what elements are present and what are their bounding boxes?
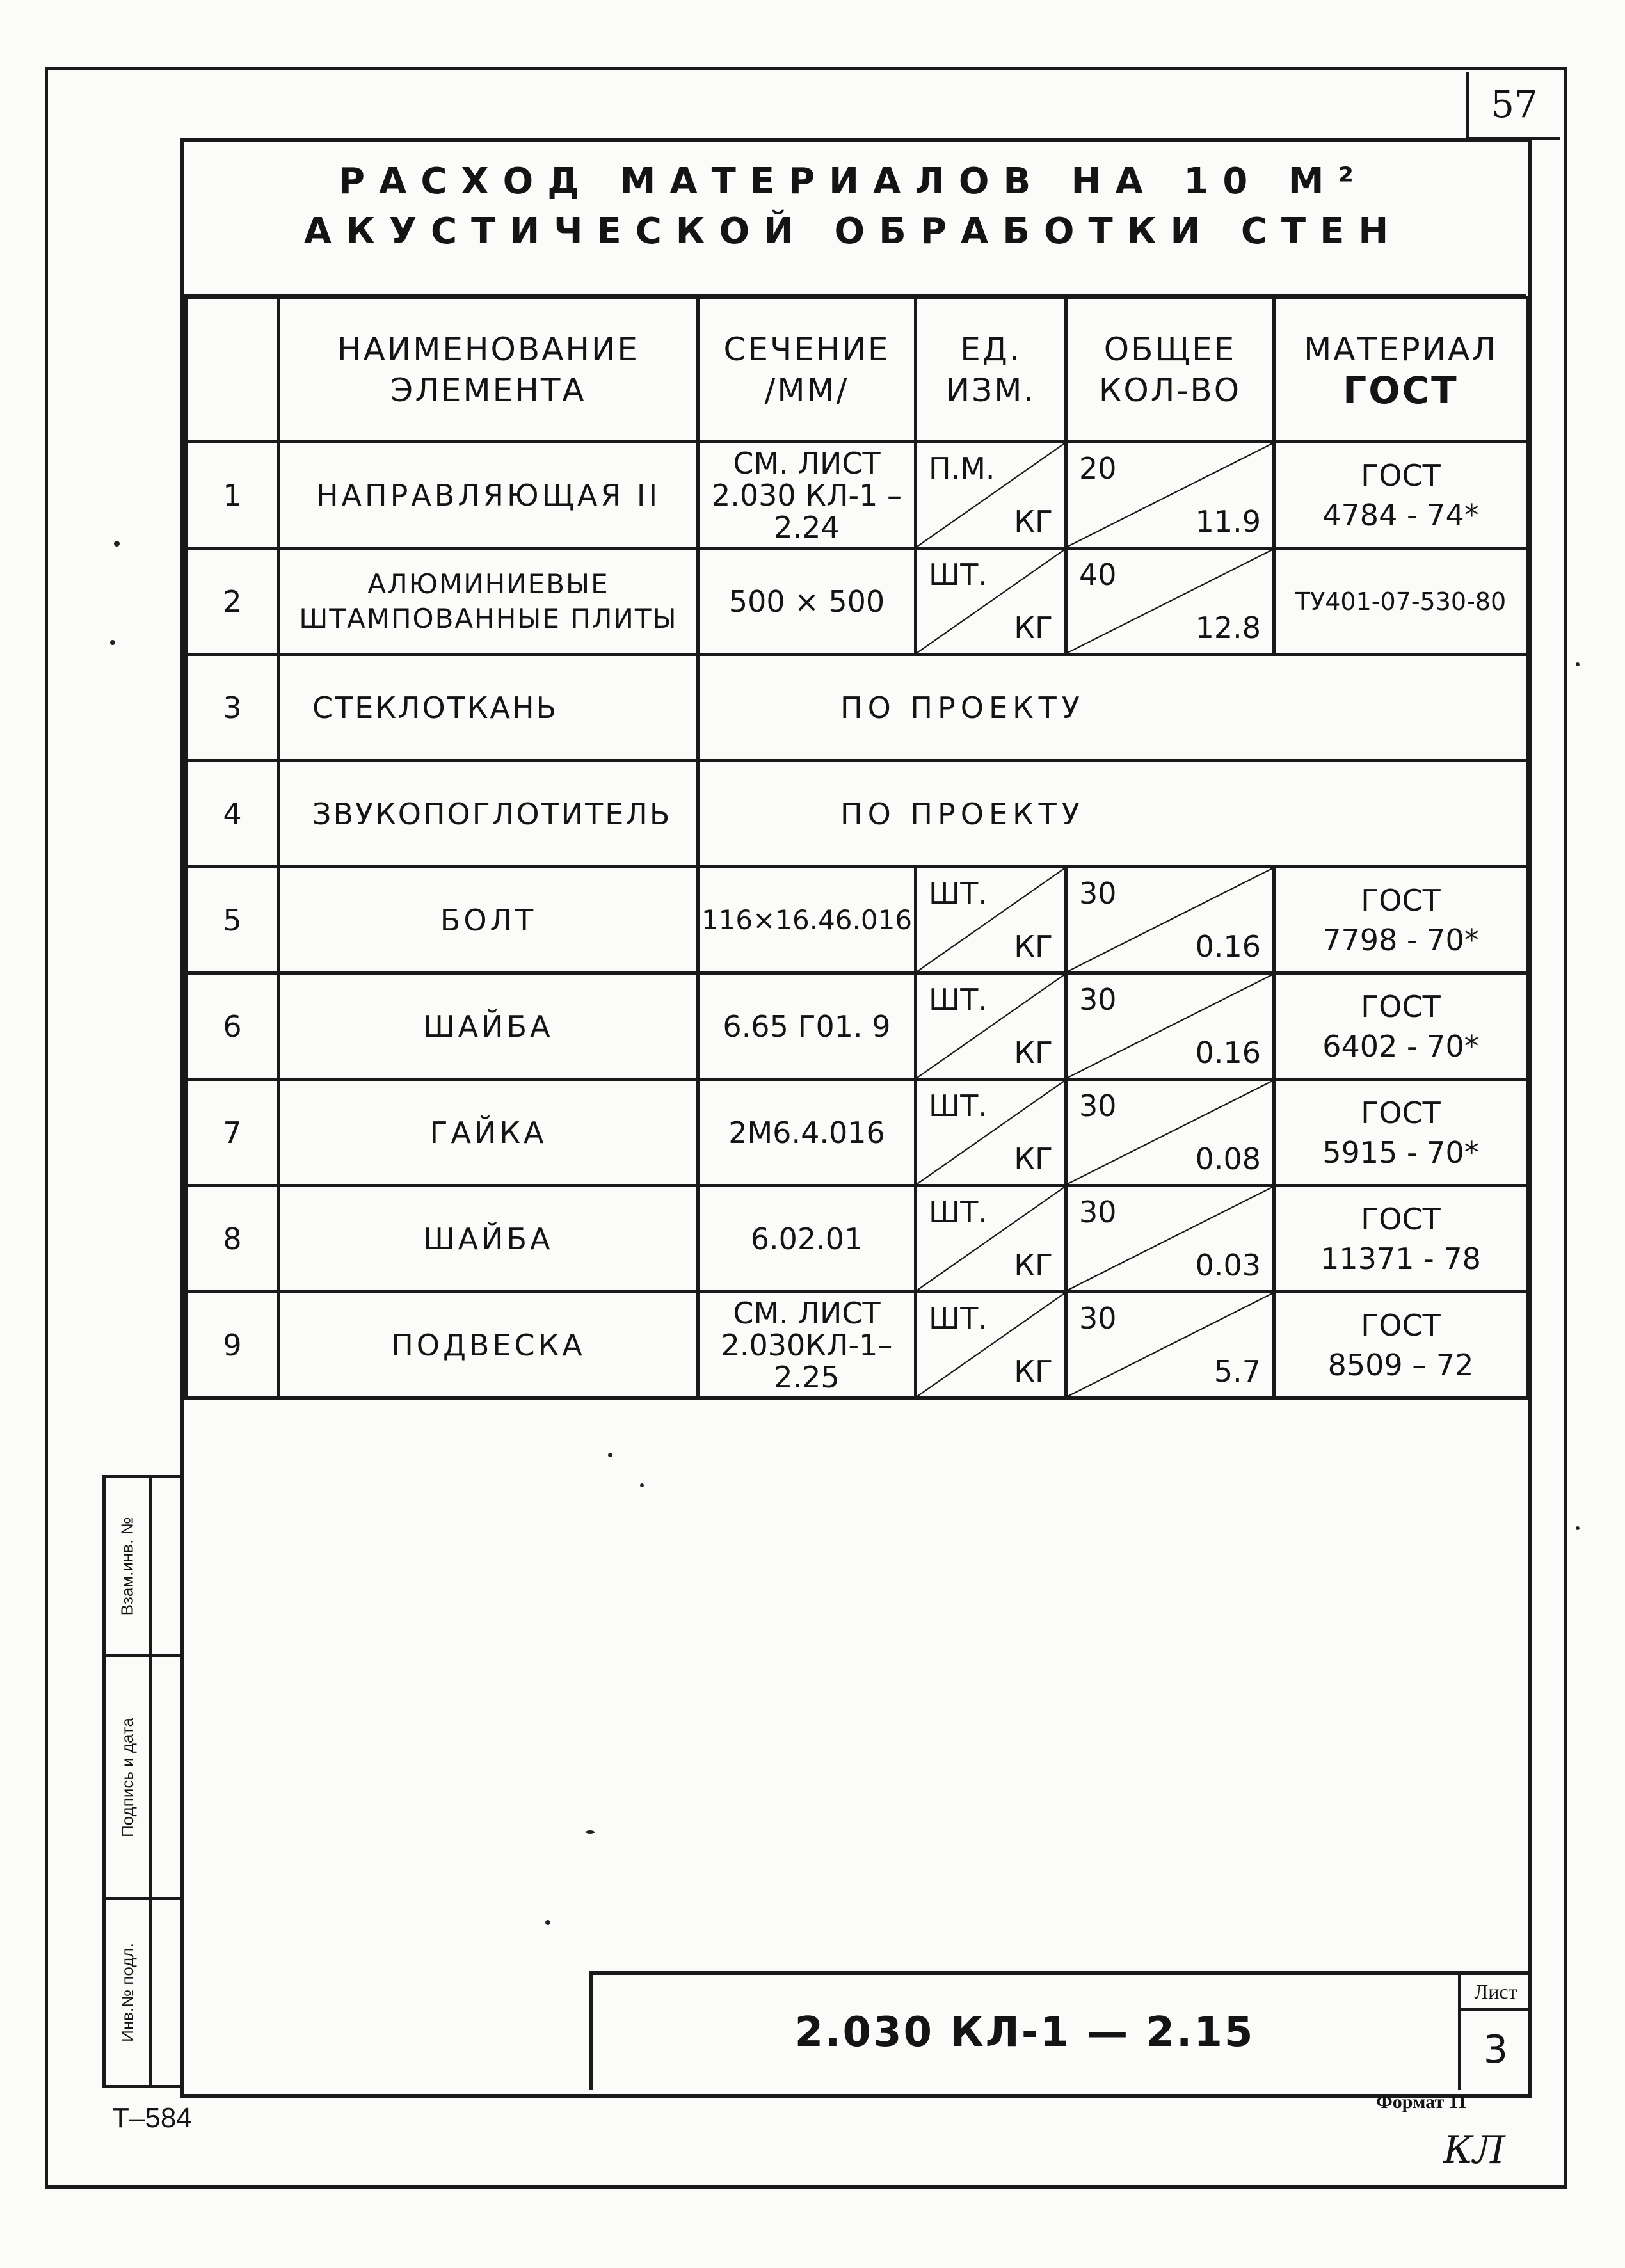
table-row — [186, 1186, 1528, 1292]
element-name: АЛЮМИНИЕВЫЕ ШТАМПОВАННЫЕ ПЛИТЫ — [279, 548, 698, 655]
scan-speck — [110, 640, 115, 645]
unit-cell: ШТ. КГ — [916, 973, 1066, 1080]
gost-cell: ГОСТ 6402 - 70* — [1274, 973, 1528, 1080]
page-number: 57 — [1466, 72, 1560, 140]
header-num — [186, 298, 279, 442]
row-number: 1 — [186, 442, 279, 548]
scan-speck — [586, 1830, 595, 1834]
header-quantity: ОБЩЕЕ КОЛ-ВО — [1066, 298, 1274, 442]
side-signature-strip — [102, 1475, 184, 2088]
row-number: 5 — [186, 867, 279, 973]
quantity-cell: 30 0.16 — [1066, 973, 1274, 1080]
signature-date-label: Подпись и дата — [117, 1717, 137, 1837]
header-section: СЕЧЕНИЕ /ММ/ — [698, 298, 916, 442]
table-header-row — [186, 298, 1528, 442]
title-line-2: АКУСТИЧЕСКОЙ ОБРАБОТКИ СТЕН — [303, 211, 1403, 252]
table-row — [186, 867, 1528, 973]
table-row — [186, 1080, 1528, 1186]
unit-cell: ШТ. КГ — [916, 867, 1066, 973]
title-block — [589, 1971, 1528, 2090]
scan-speck — [114, 541, 120, 547]
scan-speck — [608, 1453, 612, 1457]
gost-cell: ГОСТ 11371 - 78 — [1274, 1186, 1528, 1292]
quantity-cell: 20 11.9 — [1066, 442, 1274, 548]
sheet-number: 3 — [1483, 2027, 1509, 2072]
scan-speck — [640, 1483, 644, 1487]
row-number: 7 — [186, 1080, 279, 1186]
section-cell: 6.02.01 — [698, 1186, 916, 1292]
element-name: ЗВУКОПОГЛОТИТЕЛЬ — [279, 761, 698, 867]
row-number: 3 — [186, 655, 279, 761]
format-label: Формат 11 — [1376, 2091, 1468, 2112]
table-row — [186, 548, 1528, 655]
row-number: 8 — [186, 1186, 279, 1292]
unit-cell: ШТ. КГ — [916, 1186, 1066, 1292]
project-note: ПО ПРОЕКТУ — [698, 655, 1528, 761]
table-row — [186, 442, 1528, 548]
section-cell: 116×16.46.016 — [698, 867, 916, 973]
scan-speck — [1576, 1526, 1580, 1530]
table-row — [186, 1292, 1528, 1398]
quantity-cell: 30 0.03 — [1066, 1186, 1274, 1292]
table-row — [186, 761, 1528, 867]
section-cell: 6.65 Г01. 9 — [698, 973, 916, 1080]
element-name: ШАЙБА — [279, 1186, 698, 1292]
sheet-label: Лист — [1461, 1975, 1530, 2011]
quantity-cell: 40 12.8 — [1066, 548, 1274, 655]
unit-cell: ШТ. КГ — [916, 1292, 1066, 1398]
section-cell: 2М6.4.016 — [698, 1080, 916, 1186]
handwritten-mark: КЛ — [1443, 2128, 1505, 2173]
element-name: ГАЙКА — [279, 1080, 698, 1186]
header-name: НАИМЕНОВАНИЕ ЭЛЕМЕНТА — [279, 298, 698, 442]
materials-table — [184, 296, 1529, 1400]
gost-cell: ГОСТ 8509 – 72 — [1274, 1292, 1528, 1398]
original-inv-label: Инв.№ подл. — [117, 1943, 137, 2042]
scan-speck — [1576, 662, 1580, 666]
table-row — [186, 973, 1528, 1080]
sheet-box — [1458, 1975, 1530, 2090]
scan-speck — [545, 1920, 550, 1925]
section-cell: СМ. ЛИСТ 2.030 КЛ-1 – 2.24 — [698, 442, 916, 548]
element-name: СТЕКЛОТКАНЬ — [279, 655, 698, 761]
quantity-cell: 30 0.08 — [1066, 1080, 1274, 1186]
section-cell: 500 × 500 — [698, 548, 916, 655]
gost-cell: ТУ401-07-530-80 — [1274, 548, 1528, 655]
title-line-1: РАСХОД МАТЕРИАЛОВ НА 10 М² — [338, 161, 1368, 202]
header-material: МАТЕРИАЛ ГОСТ — [1274, 298, 1528, 442]
archive-code: Т–584 — [112, 2102, 192, 2134]
row-number: 6 — [186, 973, 279, 1080]
gost-cell: ГОСТ 4784 - 74* — [1274, 442, 1528, 548]
section-cell: СМ. ЛИСТ 2.030КЛ-1–2.25 — [698, 1292, 916, 1398]
element-name: ШАЙБА — [279, 973, 698, 1080]
document-title — [184, 157, 1522, 257]
gost-cell: ГОСТ 5915 - 70* — [1274, 1080, 1528, 1186]
row-number: 4 — [186, 761, 279, 867]
element-name: ПОДВЕСКА — [279, 1292, 698, 1398]
table-row — [186, 655, 1528, 761]
element-name: БОЛТ — [279, 867, 698, 973]
row-number: 9 — [186, 1292, 279, 1398]
header-unit: ЕД. ИЗМ. — [916, 298, 1066, 442]
row-number: 2 — [186, 548, 279, 655]
project-note: ПО ПРОЕКТУ — [698, 761, 1528, 867]
gost-cell: ГОСТ 7798 - 70* — [1274, 867, 1528, 973]
document-code: 2.030 КЛ-1 — 2.15 — [794, 2009, 1255, 2056]
quantity-cell: 30 0.16 — [1066, 867, 1274, 973]
unit-cell: П.М. КГ — [916, 442, 1066, 548]
unit-cell: ШТ. КГ — [916, 548, 1066, 655]
replacement-inv-label: Взам.инв. № — [117, 1517, 137, 1616]
element-name: НАПРАВЛЯЮЩАЯ II — [279, 442, 698, 548]
unit-cell: ШТ. КГ — [916, 1080, 1066, 1186]
quantity-cell: 30 5.7 — [1066, 1292, 1274, 1398]
